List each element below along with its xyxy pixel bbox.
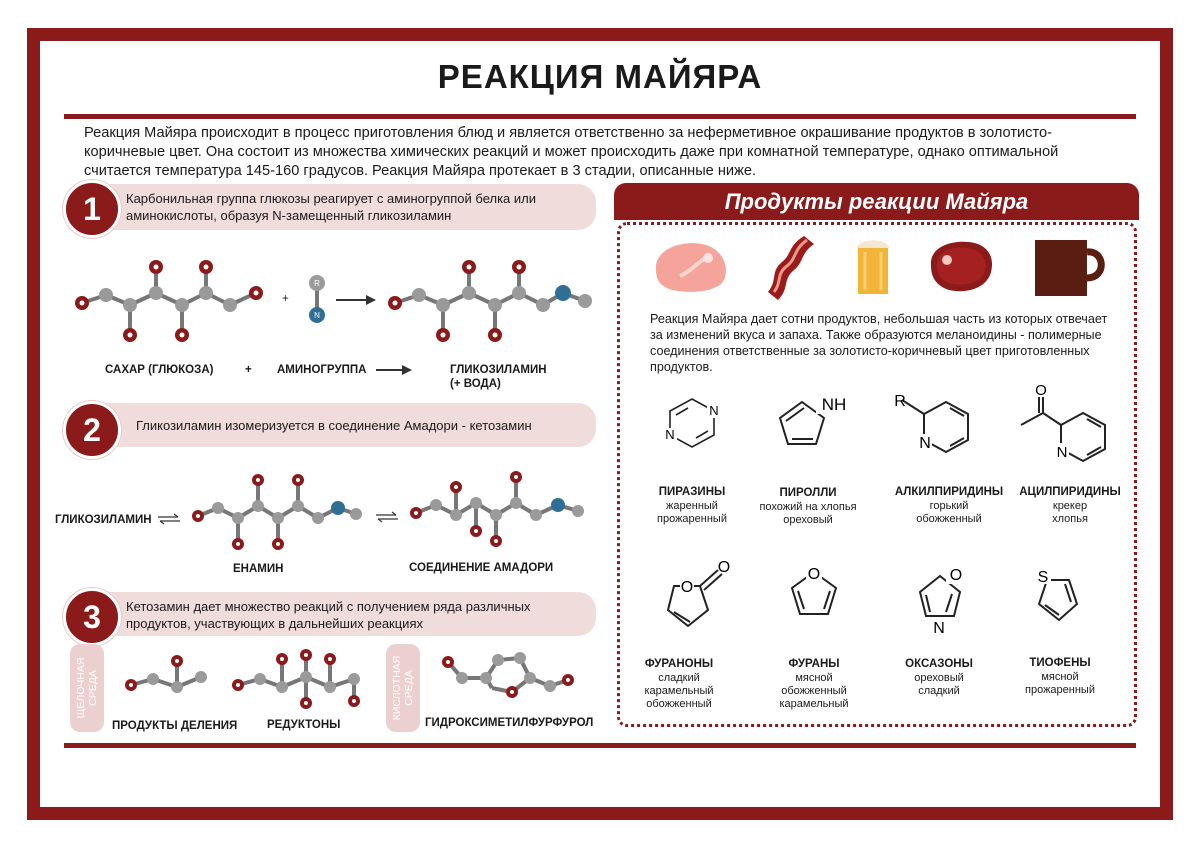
reaction-arrow: [336, 294, 376, 306]
amino-group-label: АМИНОГРУППА: [277, 364, 367, 376]
step-3-badge: 3: [63, 588, 121, 646]
alkylpyridine-structure: [890, 392, 980, 462]
glycosylamine-molecule: [383, 255, 593, 355]
bottom-divider: [64, 743, 1136, 748]
acid-environment-label: КИСЛОТНАЯ СРЕДА: [391, 655, 415, 721]
product-name: ФУРАНОНЫ: [644, 658, 714, 670]
pyrazine-structure: [662, 395, 722, 455]
step-3-text: Кетозамин дает множество реакций с получением ряда различных продуктов, участвующих в дальнейших реакциях: [126, 599, 531, 631]
page-title: РЕАКЦИЯ МАЙЯРА: [437, 58, 763, 95]
product-name: АЦИЛПИРИДИНЫ: [1019, 486, 1121, 498]
products-panel-title: Продукты реакции Майяра: [614, 183, 1139, 220]
glycosylamine-label: ГЛИКОЗИЛАМИН: [450, 364, 547, 376]
glucose-molecule: [70, 255, 270, 355]
product-flavor: похожий на хлопья: [759, 501, 857, 513]
product-name: АЛКИЛПИРИДИНЫ: [894, 486, 1004, 498]
glycosylamine-start-label: ГЛИКОЗИЛАМИН: [55, 514, 152, 526]
fission-products-label: ПРОДУКТЫ ДЕЛЕНИЯ: [112, 720, 238, 732]
furanone-structure: [648, 560, 738, 645]
oxazole-structure: [900, 562, 980, 642]
product-alkylpyridines: [889, 486, 1009, 526]
reductones-molecule: [232, 645, 372, 715]
nh-label: NH: [821, 395, 847, 414]
product-flavor: обожженный: [781, 685, 847, 697]
meat-icon: [650, 236, 730, 296]
amadori-label: СОЕДИНЕНИЕ АМАДОРИ: [409, 562, 554, 574]
product-flavor: горький: [929, 500, 969, 512]
products-panel-text: Реакция Майяра дает сотни продуктов, небольшая часть из которых отвечает за изменений вкуса и запаха. Также образуются меланоидины - полимерные соединения ответственные за золотисто-коричневый цвет приготовленных продуктов.: [650, 312, 1108, 374]
step-2-text: Гликозиламин изомеризуется в соединение Амадори - кетозамин: [136, 418, 532, 433]
hmf-label: ГИДРОКСИМЕТИЛФУРФУРОЛ: [425, 717, 594, 729]
step-2-badge: 2: [63, 401, 121, 459]
product-furans: [754, 658, 874, 711]
s-label: S: [1037, 569, 1049, 586]
step-3-description: [92, 592, 596, 636]
carbon-atom: [175, 298, 189, 312]
product-flavor: мясной: [1041, 671, 1079, 683]
product-flavor: хлопья: [1052, 513, 1088, 525]
product-pyrazines: [632, 486, 752, 526]
acylpyridine-structure: [1013, 383, 1113, 463]
carbon-atom: [99, 288, 113, 302]
product-name: ОКСАЗОНЫ: [905, 658, 973, 670]
carbon-atom: [223, 298, 237, 312]
product-name: ФУРАНЫ: [788, 658, 840, 670]
n-label: N: [665, 427, 675, 442]
hmf-molecule: [440, 652, 580, 712]
bacon-icon: [760, 232, 820, 302]
label-arrow: [376, 364, 412, 376]
step-1-text: Карбонильная группа глюкозы реагирует с аминогруппой белка или аминокислоты, образуя N-замещенный гликозиламин: [126, 191, 537, 223]
r-label: R: [894, 393, 906, 410]
alkaline-environment-label: ЩЕЛОЧНАЯ СРЕДА: [75, 657, 99, 719]
product-name: ПИРАЗИНЫ: [658, 486, 726, 498]
alkaline-environment-tag: [70, 644, 104, 732]
radical-label: R: [314, 279, 320, 288]
product-flavor: обожженный: [916, 513, 982, 525]
carbon-atom: [149, 286, 163, 300]
thiophene-structure: [1025, 562, 1095, 632]
product-flavor: сладкий: [658, 672, 700, 684]
carbon-atom: [123, 298, 137, 312]
product-flavor: прожаренный: [1025, 684, 1095, 696]
product-acylpyridines: [1010, 486, 1130, 526]
amadori-molecule: [410, 465, 585, 555]
n-label: N: [919, 435, 931, 452]
product-name: ТИОФЕНЫ: [1029, 657, 1091, 669]
n-label: N: [1056, 444, 1068, 461]
o-label: O: [680, 579, 694, 596]
product-name: ПИРОЛЛИ: [779, 487, 837, 499]
product-flavor: ореховый: [914, 672, 964, 684]
product-flavor: сладкий: [918, 685, 960, 697]
product-flavor: ореховый: [783, 514, 833, 526]
steak-icon: [925, 238, 995, 296]
o-label: O: [949, 567, 963, 584]
nitrogen-label: N: [314, 311, 320, 320]
step-1-description: [92, 184, 596, 230]
water-label: (+ ВОДА): [450, 378, 501, 390]
title-divider: [64, 114, 1136, 119]
beer-icon: [853, 234, 893, 298]
intro-paragraph: Реакция Майяра происходит в процесс приготовления блюд и является ответственно за неферметивное окрашивание продуктов в золотисто-коричневые цвет. Она состоит из множества химических реакций и может происходить даже при комнатной температуре, однако оптимальной считается температура 145-160 градусов. Реакция Майяра протекает в 3 стадии, описанные ниже.: [84, 125, 1059, 179]
product-flavor: обожженный: [646, 698, 712, 710]
n-label: N: [709, 403, 719, 418]
product-flavor: мясной: [795, 672, 833, 684]
carbon-atom: [199, 286, 213, 300]
acid-environment-tag: [386, 644, 420, 732]
product-flavor: крекер: [1052, 500, 1088, 512]
equilibrium-arrows-1: [158, 513, 180, 525]
n-label: N: [933, 620, 945, 637]
o-label: O: [1035, 382, 1047, 399]
product-flavor: жаренный: [666, 500, 718, 512]
equilibrium-arrows-2: [376, 511, 398, 523]
product-thiophenes: [1000, 657, 1120, 697]
product-furanones: [619, 658, 739, 711]
product-flavor: прожаренный: [657, 513, 727, 525]
sugar-label: САХАР (ГЛЮКОЗА): [105, 364, 214, 376]
plus-label: +: [245, 364, 252, 376]
product-flavor: карамельный: [779, 698, 849, 710]
coffee-mug-icon: [1033, 236, 1109, 298]
enamine-molecule: [192, 468, 362, 558]
plus-sign: +: [282, 293, 289, 305]
o-label: O: [807, 566, 821, 583]
pyrrole-structure: [772, 392, 862, 462]
product-pyrroles: [748, 487, 868, 527]
amino-group-molecule: [303, 275, 333, 335]
reductones-label: РЕДУКТОНЫ: [267, 719, 341, 731]
product-flavor: карамельный: [644, 685, 714, 697]
fission-products-molecule: [125, 655, 215, 705]
o-label: O: [717, 559, 731, 576]
step-2-description: [92, 403, 596, 447]
step-1-badge: 1: [63, 180, 121, 238]
enamine-label: ЕНАМИН: [233, 563, 284, 575]
furan-structure: [782, 562, 852, 632]
product-oxazoles: [879, 658, 999, 698]
